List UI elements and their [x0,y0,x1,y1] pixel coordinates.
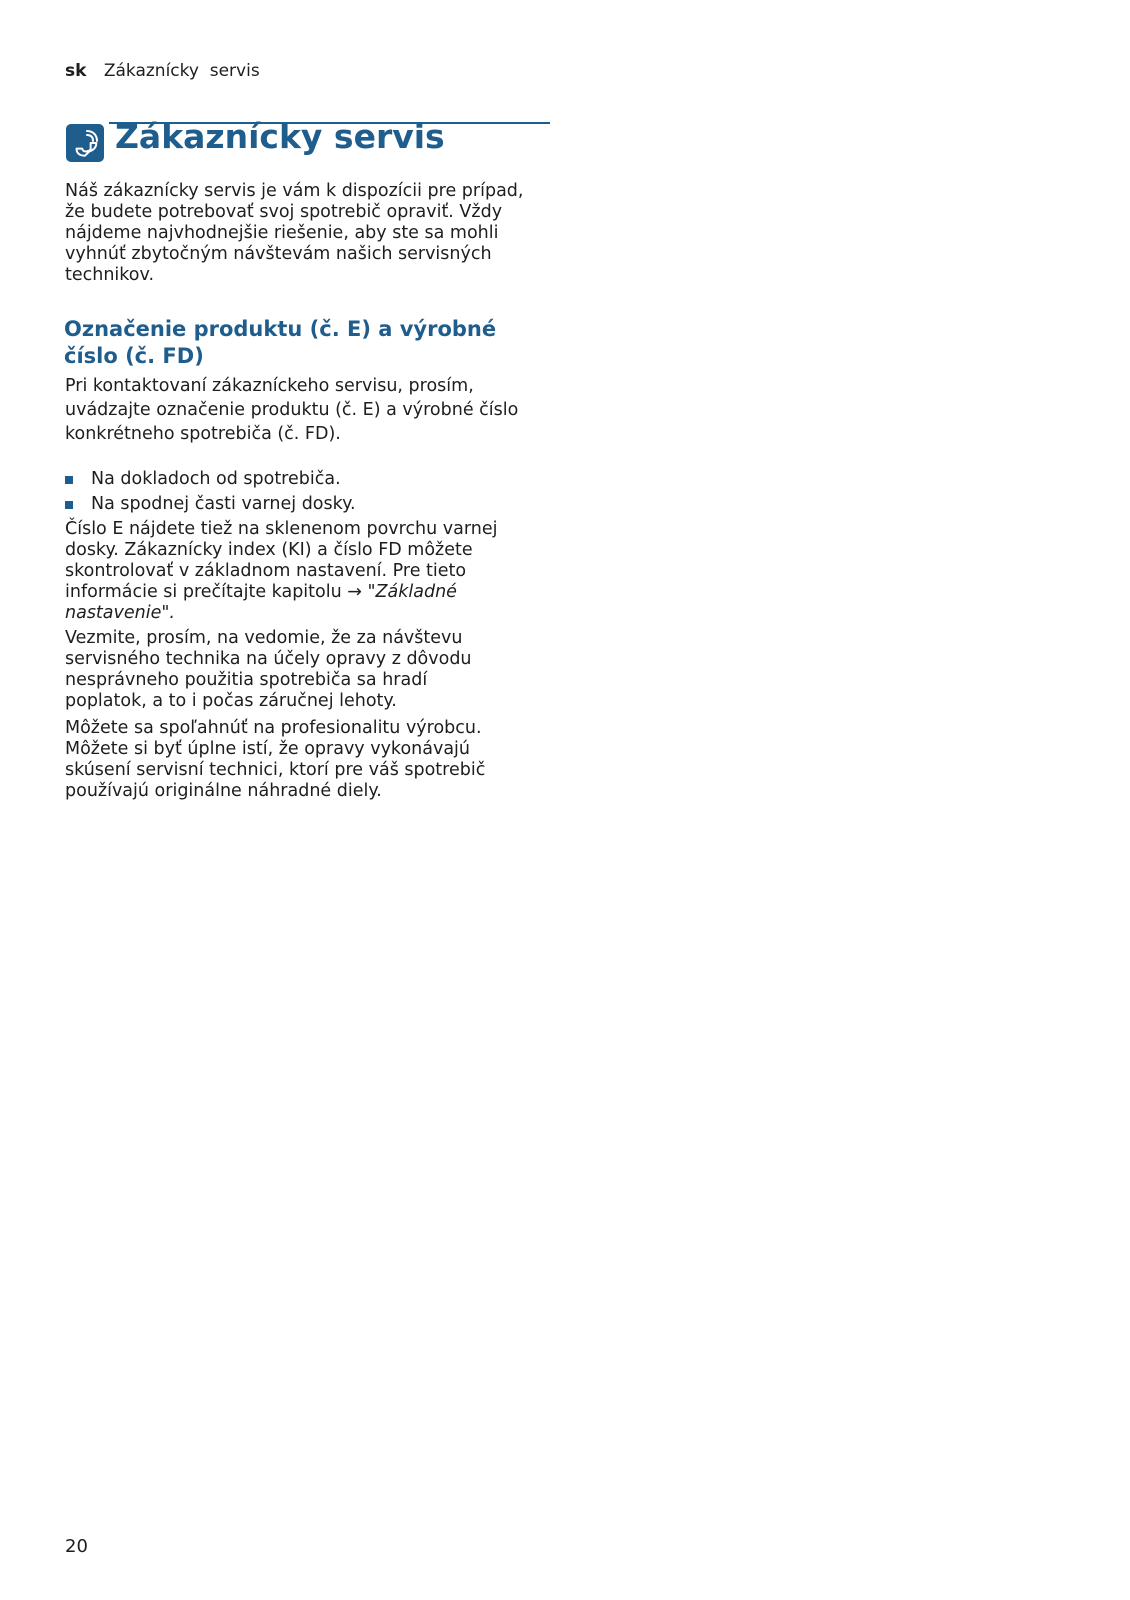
page-title: Zákaznícky servis [115,117,445,156]
e-number-text: Číslo E nájdete tiež na sklenenom povrchu varnej dosky. Zákaznícky index (KI) a číslo FD môžete skontrolovať v základnom nastavení. Pre tieto informácie si prečítajte kapitolu [65,519,498,602]
fee-paragraph: Vezmite, prosím, na vedomie, že za návštevu servisného technika na účely opravy z dôvodu nesprávneho použitia spotrebiča sa hradí poplatok, a to i počas záručnej lehoty. [65,628,472,711]
intro-paragraph: Náš zákaznícky servis je vám k dispozícii pre prípad, že budete potrebovať svoj spotrebič opraviť. Vždy nájdeme najvhodnejšie riešenie, aby ste sa mohli vyhnúť zbytočným návštevám našich servisných technikov. [65,181,524,285]
list-item [65,467,356,492]
e-number-paragraph [65,519,515,624]
bullet-square-icon [65,501,73,509]
language-code: sk [65,61,87,81]
section-heading: Označenie produktu (č. E) a výrobné číslo (č. FD) [64,317,497,368]
running-header [65,61,260,81]
contact-paragraph: Pri kontaktovaní zákazníckeho servisu, prosím, uvádzajte označenie produktu (č. E) a výrobné číslo konkrétneho spotrebiča (č. FD). [65,376,519,444]
header-section: Zákaznícky servis [103,61,260,81]
bullet-square-icon [65,476,73,484]
list-item-text: Na spodnej časti varnej dosky. [91,494,356,514]
list-item-text: Na dokladoch od spotrebiča. [91,469,341,489]
location-list [65,467,356,517]
page-number: 20 [65,1536,88,1557]
arrow-icon: → [347,582,362,602]
chapter-reference: "Základné nastavenie". [65,582,457,623]
list-item [65,492,356,517]
quality-paragraph: Môžete sa spoľahnúť na profesionalitu výrobcu. Môžete si byť úplne istí, že opravy vykonávajú skúsení servisní technici, ktorí pre váš spotrebič používajú originálne náhradné diely. [65,718,486,801]
phone-icon [66,124,104,162]
